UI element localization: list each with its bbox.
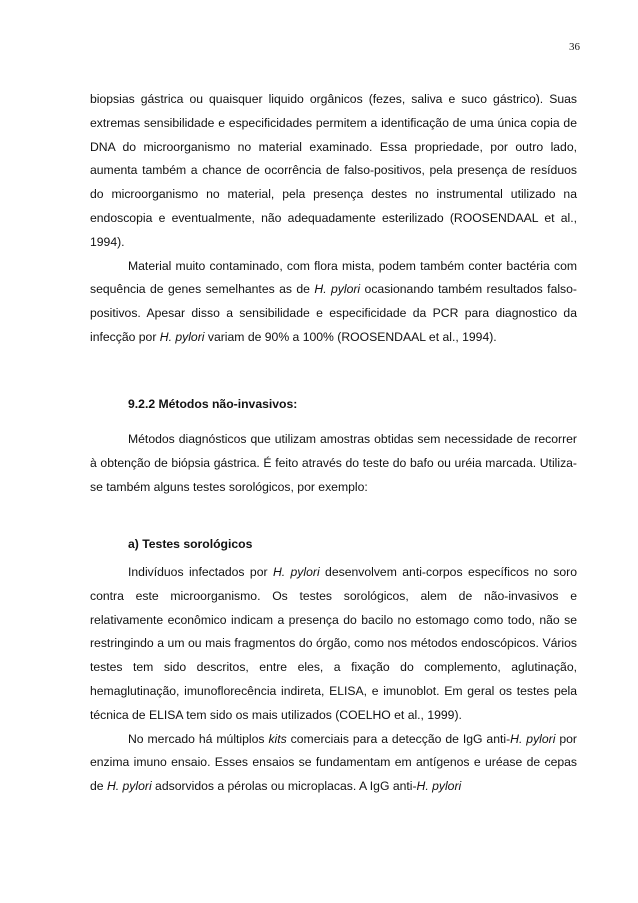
paragraph-contaminated-material: Material muito contaminado, com flora mista, podem também conter bactéria com sequência de genes semelhantes as de H. pylori ocasionando também resultados falso-positivos. Apesar disso a sensibilidade e especificidade da PCR para diagnostico da infecção por H. pylori variam de 90% a 100% (ROOSENDAAL et al., 1994). bbox=[90, 258, 577, 344]
species-name: H. pylori bbox=[272, 565, 320, 579]
species-name: H. pylori bbox=[416, 779, 462, 794]
kits-term: kits bbox=[268, 731, 287, 746]
subsection-heading: a) Testes sorológicos bbox=[128, 537, 253, 551]
paragraph-serology-tests: Indivíduos infectados por H. pylori desenvolvem anti-corpos específicos no soro contra este microorganismo. Os testes sorológicos, alem de não-invasivos e relativamente econômico indicam a presença do bacilo no estomago como todo, não se restringindo a um ou mais fragmentos do órgão, como nos métodos endoscópicos. Vários testes tem sido descritos, entre eles, a fixação do complemento, aglutinação, hemaglutinação, imunoflorecência indireta, ELISA, e imunoblot. Em geral os testes pela técnica de ELISA tem sido os mais utilizados (COELHO et al., 1999). bbox=[90, 565, 577, 722]
paragraph-non-invasive-methods: Métodos diagnósticos que utilizam amostras obtidas sem necessidade de recorrer à obtenção de biópsia gástrica. É feito através do teste do bafo ou uréia marcada. Utiliza-se também alguns testes sorológicos, por exemplo: bbox=[90, 432, 577, 494]
section-heading-block bbox=[90, 393, 577, 417]
page-number: 36 bbox=[569, 41, 580, 53]
paragraph-commercial-kits: No mercado há múltiplos kits comerciais para a detecção de IgG anti-H. pylori por enzima imuno ensaio. Esses ensaios se fundamentam em antígenos e uréase de cepas de H. pylori adsorvidos a pérolas ou microplacas. A IgG anti-H. pylori bbox=[90, 731, 577, 794]
text-block-top bbox=[90, 88, 577, 350]
section-heading: 9.2.2 Métodos não-invasivos: bbox=[128, 397, 298, 411]
subsection-heading-block bbox=[90, 533, 577, 557]
species-name: H. pylori bbox=[314, 282, 361, 297]
text-block-serology bbox=[90, 561, 577, 799]
species-name: H. pylori bbox=[510, 731, 556, 746]
species-name: H. pylori bbox=[106, 779, 152, 794]
text-block-methods bbox=[90, 428, 577, 499]
paragraph-pcr-sensitivity: biopsias gástrica ou quaisquer liquido orgânicos (fezes, saliva e suco gástrico). Suas extremas sensibilidade e especificidades permitem a identificação de uma única copia de DNA do microorganismo no material examinado. Essa propriedade, por outro lado, aumenta também a chance de ocorrência de falso-positivos, pela presença de resíduos do microorganismo no material, pela presença destes no instrumental utilizado na endoscopia e eventualmente, não adequadamente esterilizado (ROOSENDAAL et al., 1994). bbox=[90, 92, 577, 249]
species-name: H. pylori bbox=[159, 329, 205, 344]
